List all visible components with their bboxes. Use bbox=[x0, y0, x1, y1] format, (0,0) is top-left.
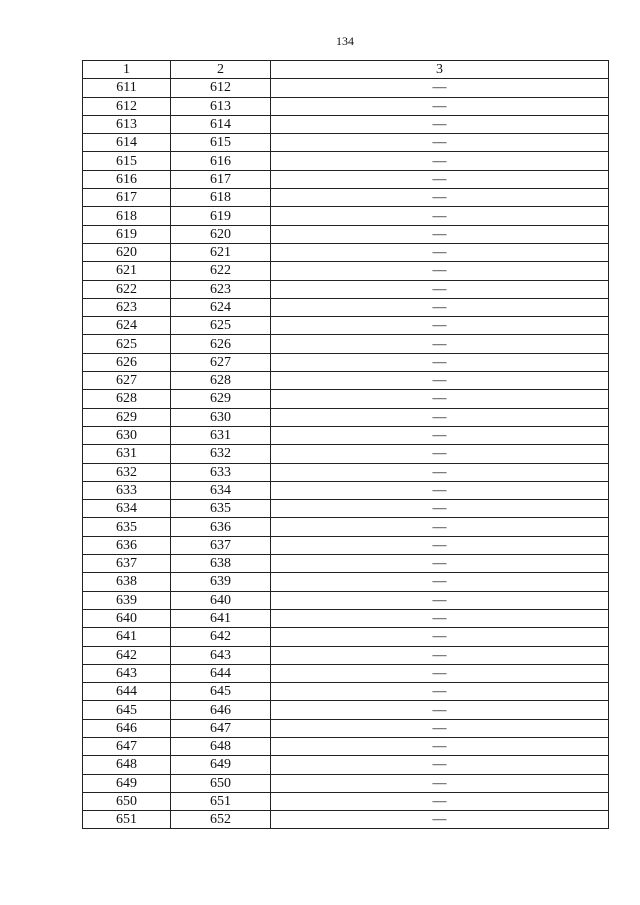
table-cell-col-1: 641 bbox=[83, 628, 171, 646]
table-row bbox=[83, 683, 609, 701]
table-cell-col-2: 644 bbox=[171, 664, 271, 682]
table-row bbox=[83, 536, 609, 554]
table-row bbox=[83, 719, 609, 737]
table-cell-col-2: 619 bbox=[171, 207, 271, 225]
table-row bbox=[83, 737, 609, 755]
table-cell-col-1: 616 bbox=[83, 170, 171, 188]
table-cell-col-2: 632 bbox=[171, 445, 271, 463]
table-cell-col-3: — bbox=[271, 225, 609, 243]
table-row bbox=[83, 390, 609, 408]
table-cell-col-2: 648 bbox=[171, 737, 271, 755]
table-cell-col-1: 632 bbox=[83, 463, 171, 481]
table-row bbox=[83, 298, 609, 316]
table-cell-col-2: 634 bbox=[171, 481, 271, 499]
page-number: 134 bbox=[336, 34, 354, 48]
table-cell-col-2: 635 bbox=[171, 500, 271, 518]
table-cell-col-3: — bbox=[271, 500, 609, 518]
table-row bbox=[83, 445, 609, 463]
table-cell-col-1: 648 bbox=[83, 756, 171, 774]
table-cell-col-3: — bbox=[271, 756, 609, 774]
table-cell-col-2: 624 bbox=[171, 298, 271, 316]
table-cell-col-2: 646 bbox=[171, 701, 271, 719]
table-cell-col-3: — bbox=[271, 97, 609, 115]
table-cell-col-2: 616 bbox=[171, 152, 271, 170]
table-cell-col-1: 623 bbox=[83, 298, 171, 316]
table-cell-col-1: 618 bbox=[83, 207, 171, 225]
table-cell-col-2: 647 bbox=[171, 719, 271, 737]
table-cell-col-3: — bbox=[271, 481, 609, 499]
table-row bbox=[83, 646, 609, 664]
table-row bbox=[83, 463, 609, 481]
table-cell-col-1: 621 bbox=[83, 262, 171, 280]
table-cell-col-2: 613 bbox=[171, 97, 271, 115]
table-cell-col-2: 650 bbox=[171, 774, 271, 792]
table-cell-col-3: — bbox=[271, 463, 609, 481]
table-cell-col-3: — bbox=[271, 353, 609, 371]
table-cell-col-2: 645 bbox=[171, 683, 271, 701]
table-cell-col-2: 626 bbox=[171, 335, 271, 353]
table-cell-col-1: 636 bbox=[83, 536, 171, 554]
table-cell-col-3: — bbox=[271, 243, 609, 261]
table-row bbox=[83, 97, 609, 115]
table-cell-col-1: 638 bbox=[83, 573, 171, 591]
table-cell-col-1: 625 bbox=[83, 335, 171, 353]
table-cell-col-1: 633 bbox=[83, 481, 171, 499]
table-row bbox=[83, 701, 609, 719]
table-cell-col-1: 634 bbox=[83, 500, 171, 518]
table-cell-col-2: 652 bbox=[171, 811, 271, 829]
table-cell-col-1: 624 bbox=[83, 317, 171, 335]
table-cell-col-2: 629 bbox=[171, 390, 271, 408]
table-cell-col-1: 647 bbox=[83, 737, 171, 755]
table-cell-col-1: 626 bbox=[83, 353, 171, 371]
table-cell-col-2: 636 bbox=[171, 518, 271, 536]
table-cell-col-2: 614 bbox=[171, 115, 271, 133]
table-row bbox=[83, 792, 609, 810]
table-cell-col-1: 646 bbox=[83, 719, 171, 737]
table-cell-col-3: — bbox=[271, 792, 609, 810]
table-cell-col-3: — bbox=[271, 591, 609, 609]
table-cell-col-3: — bbox=[271, 811, 609, 829]
table-cell-col-3: — bbox=[271, 207, 609, 225]
table-cell-col-2: 633 bbox=[171, 463, 271, 481]
table-row bbox=[83, 262, 609, 280]
table-row bbox=[83, 170, 609, 188]
table-cell-col-3: — bbox=[271, 152, 609, 170]
table-cell-col-3: — bbox=[271, 536, 609, 554]
table-row bbox=[83, 115, 609, 133]
table-row bbox=[83, 207, 609, 225]
table-cell-col-2: 643 bbox=[171, 646, 271, 664]
table-cell-col-1: 630 bbox=[83, 426, 171, 444]
table-row bbox=[83, 628, 609, 646]
table-cell-col-2: 651 bbox=[171, 792, 271, 810]
table-cell-col-3: — bbox=[271, 280, 609, 298]
table-cell-col-3: — bbox=[271, 445, 609, 463]
table-cell-col-2: 615 bbox=[171, 134, 271, 152]
table-cell-col-1: 613 bbox=[83, 115, 171, 133]
table-row bbox=[83, 134, 609, 152]
table-cell-col-3: — bbox=[271, 737, 609, 755]
table-cell-col-3: — bbox=[271, 335, 609, 353]
table-cell-col-3: — bbox=[271, 646, 609, 664]
table-cell-col-2: 618 bbox=[171, 189, 271, 207]
table-cell-col-1: 619 bbox=[83, 225, 171, 243]
table-cell-col-1: 629 bbox=[83, 408, 171, 426]
table-row bbox=[83, 335, 609, 353]
table-cell-col-3: — bbox=[271, 408, 609, 426]
table-cell-col-1: 628 bbox=[83, 390, 171, 408]
table-cell-col-1: 639 bbox=[83, 591, 171, 609]
table-row bbox=[83, 317, 609, 335]
table-row bbox=[83, 408, 609, 426]
table-row bbox=[83, 518, 609, 536]
table-cell-col-1: 612 bbox=[83, 97, 171, 115]
table-cell-col-1: 627 bbox=[83, 372, 171, 390]
table-row bbox=[83, 664, 609, 682]
table-cell-col-1: 642 bbox=[83, 646, 171, 664]
table-cell-col-1: 651 bbox=[83, 811, 171, 829]
table-row bbox=[83, 79, 609, 97]
table-cell-col-2: 631 bbox=[171, 426, 271, 444]
table-row bbox=[83, 500, 609, 518]
table-cell-col-2: 623 bbox=[171, 280, 271, 298]
table-cell-col-3: — bbox=[271, 701, 609, 719]
table-cell-col-3: — bbox=[271, 719, 609, 737]
table-cell-col-2: 642 bbox=[171, 628, 271, 646]
table-cell-col-1: 622 bbox=[83, 280, 171, 298]
table-cell-col-1: 615 bbox=[83, 152, 171, 170]
column-header-3: 3 bbox=[271, 61, 609, 79]
table-cell-col-2: 617 bbox=[171, 170, 271, 188]
table-row bbox=[83, 243, 609, 261]
table-cell-col-3: — bbox=[271, 609, 609, 627]
table-cell-col-1: 643 bbox=[83, 664, 171, 682]
column-header-1: 1 bbox=[83, 61, 171, 79]
table-cell-col-3: — bbox=[271, 664, 609, 682]
table-cell-col-1: 614 bbox=[83, 134, 171, 152]
table-cell-col-1: 635 bbox=[83, 518, 171, 536]
table-cell-col-2: 639 bbox=[171, 573, 271, 591]
table-row bbox=[83, 756, 609, 774]
table-cell-col-3: — bbox=[271, 298, 609, 316]
table-cell-col-1: 645 bbox=[83, 701, 171, 719]
table-cell-col-1: 631 bbox=[83, 445, 171, 463]
table-cell-col-3: — bbox=[271, 115, 609, 133]
table-cell-col-3: — bbox=[271, 262, 609, 280]
data-table bbox=[82, 60, 609, 829]
table-row bbox=[83, 280, 609, 298]
table-cell-col-1: 620 bbox=[83, 243, 171, 261]
table-cell-col-3: — bbox=[271, 189, 609, 207]
table-row bbox=[83, 372, 609, 390]
table-row bbox=[83, 225, 609, 243]
table-body bbox=[83, 79, 609, 829]
table-cell-col-2: 628 bbox=[171, 372, 271, 390]
table-cell-col-2: 627 bbox=[171, 353, 271, 371]
table-row bbox=[83, 481, 609, 499]
table-cell-col-1: 644 bbox=[83, 683, 171, 701]
table-cell-col-2: 612 bbox=[171, 79, 271, 97]
table-cell-col-3: — bbox=[271, 774, 609, 792]
table-row bbox=[83, 774, 609, 792]
column-header-2: 2 bbox=[171, 61, 271, 79]
table-cell-col-3: — bbox=[271, 170, 609, 188]
table-cell-col-2: 649 bbox=[171, 756, 271, 774]
table-cell-col-1: 637 bbox=[83, 555, 171, 573]
table-row bbox=[83, 609, 609, 627]
table-row bbox=[83, 426, 609, 444]
table-cell-col-3: — bbox=[271, 426, 609, 444]
table-cell-col-2: 640 bbox=[171, 591, 271, 609]
table-row bbox=[83, 591, 609, 609]
table-row bbox=[83, 353, 609, 371]
table-row bbox=[83, 152, 609, 170]
table-cell-col-1: 649 bbox=[83, 774, 171, 792]
table-cell-col-3: — bbox=[271, 573, 609, 591]
table-cell-col-3: — bbox=[271, 555, 609, 573]
table-header-row bbox=[83, 61, 609, 79]
table-row bbox=[83, 555, 609, 573]
table-cell-col-3: — bbox=[271, 134, 609, 152]
table-cell-col-3: — bbox=[271, 372, 609, 390]
table-cell-col-2: 621 bbox=[171, 243, 271, 261]
table-cell-col-2: 620 bbox=[171, 225, 271, 243]
table-cell-col-2: 625 bbox=[171, 317, 271, 335]
table-cell-col-2: 641 bbox=[171, 609, 271, 627]
table-cell-col-2: 630 bbox=[171, 408, 271, 426]
table-cell-col-3: — bbox=[271, 390, 609, 408]
table-cell-col-1: 640 bbox=[83, 609, 171, 627]
table-row bbox=[83, 811, 609, 829]
table-cell-col-1: 650 bbox=[83, 792, 171, 810]
table-cell-col-3: — bbox=[271, 317, 609, 335]
table-cell-col-3: — bbox=[271, 628, 609, 646]
table-cell-col-3: — bbox=[271, 518, 609, 536]
table-cell-col-3: — bbox=[271, 79, 609, 97]
table-cell-col-2: 638 bbox=[171, 555, 271, 573]
table-cell-col-2: 622 bbox=[171, 262, 271, 280]
table-cell-col-1: 611 bbox=[83, 79, 171, 97]
table-cell-col-1: 617 bbox=[83, 189, 171, 207]
table-row bbox=[83, 189, 609, 207]
table-row bbox=[83, 573, 609, 591]
table-header bbox=[83, 61, 609, 79]
table-cell-col-3: — bbox=[271, 683, 609, 701]
table-cell-col-2: 637 bbox=[171, 536, 271, 554]
